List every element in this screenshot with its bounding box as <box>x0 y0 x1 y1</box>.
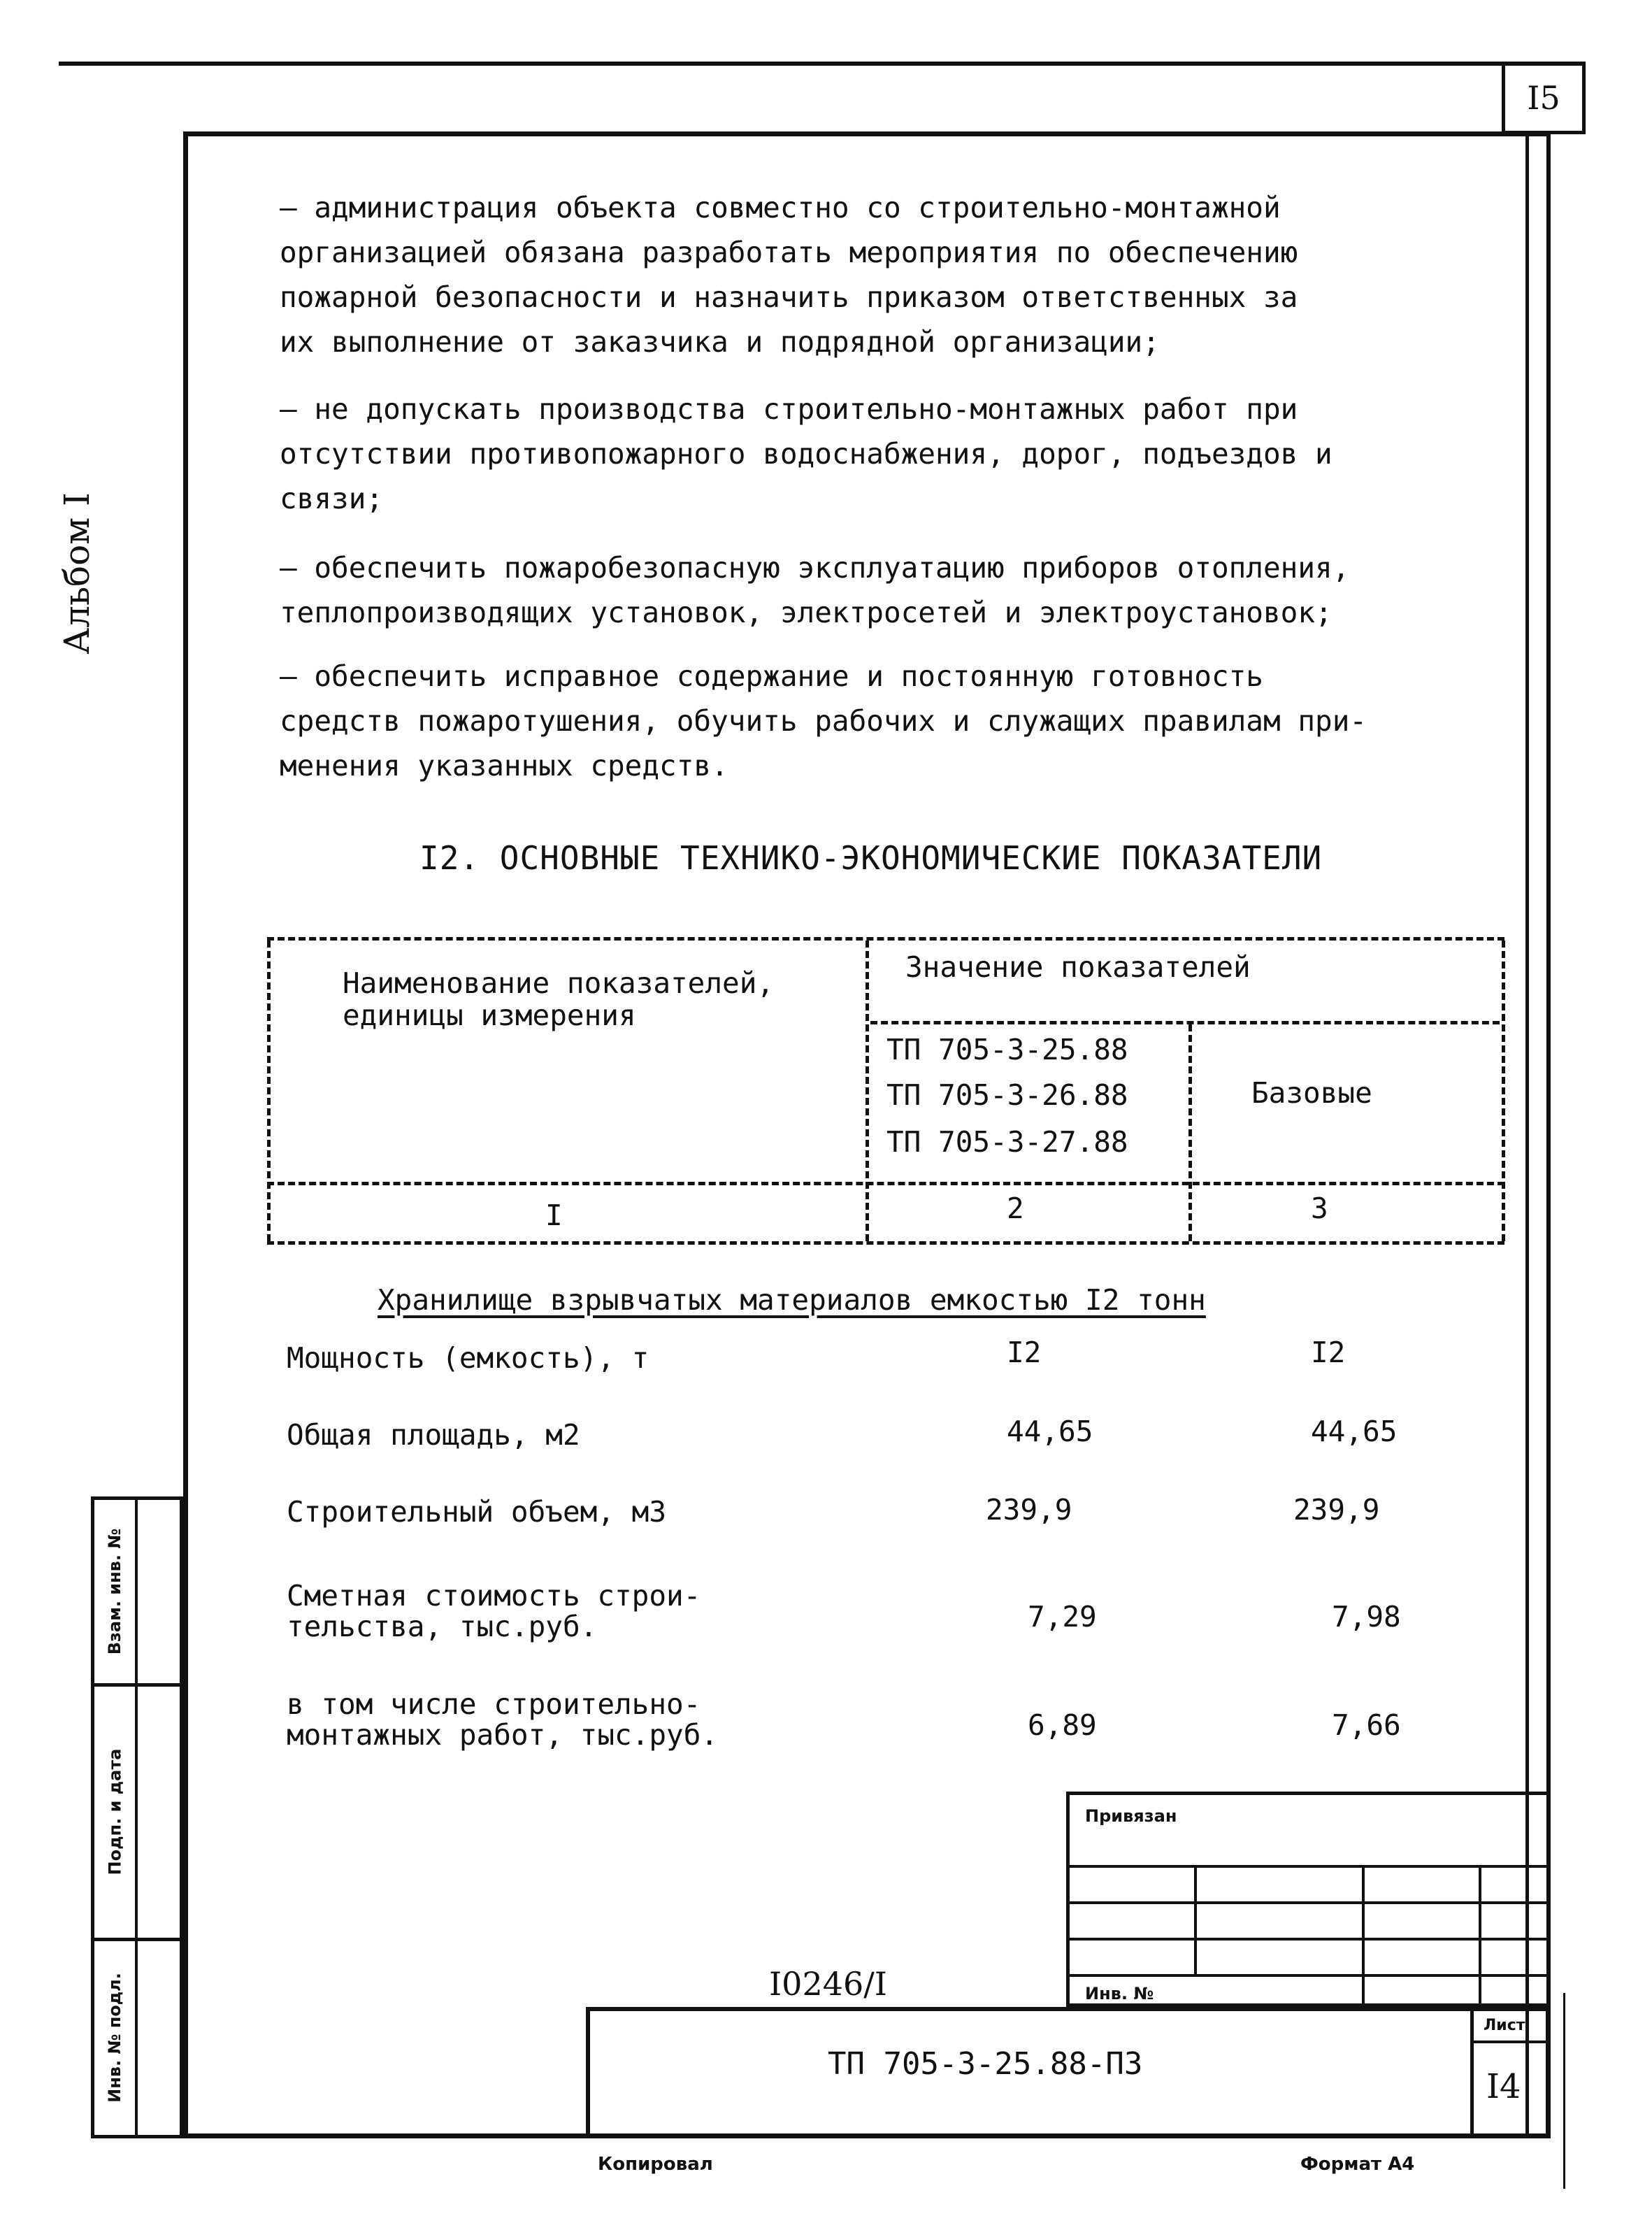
side-cell-signature: Подп. и дата <box>94 1686 138 1938</box>
row-label-capacity: Мощность (емкость), т <box>287 1341 649 1375</box>
row-project-area: 44,65 <box>1007 1415 1093 1448</box>
paragraph-1: – администрация объекта совместно со строительно-монтажной организацией обязана разработать мероприятия по обеспечению пожарной безопасности и назначить приказом ответственных за их выполнение от заказчика и подрядной организации; <box>280 191 1298 359</box>
table-header-rule <box>870 1021 1500 1024</box>
archive-number: I0246/I <box>769 1965 887 2003</box>
base-label: Базовые <box>1251 1076 1372 1110</box>
side-cell-replacement: Взам. инв. № <box>94 1500 138 1683</box>
header-value: Значение показателей <box>905 950 1251 984</box>
inventory-label: Инв. № <box>1085 1984 1154 2003</box>
side-cell-inventory: Инв. № подл. <box>94 1940 138 2135</box>
project-code-1: ТП 705-3-25.88 <box>886 1033 1128 1066</box>
sheet-separator <box>1474 2040 1546 2043</box>
document-code: ТП 705-3-25.88-ПЗ <box>828 2046 1143 2082</box>
row-label-area: Общая площадь, м2 <box>287 1418 580 1452</box>
binding-title: Привязан <box>1085 1806 1177 1826</box>
binding-col-2 <box>1362 1865 1365 2008</box>
row-label-cost: Сметная стоимость строи- тельства, тыс.руб. <box>287 1579 701 1643</box>
sheet-column <box>1470 2011 1546 2134</box>
project-code-2: ТП 705-3-26.88 <box>886 1078 1128 1112</box>
binding-row-1 <box>1070 1865 1546 1868</box>
row-base-installation: 7,66 <box>1332 1708 1401 1742</box>
row-label-volume: Строительный объем, м3 <box>287 1495 667 1529</box>
binding-row-4 <box>1070 1974 1546 1977</box>
title-block <box>586 2007 1550 2138</box>
binding-stamp <box>1066 1792 1550 2007</box>
album-label: Альбом I <box>57 492 97 655</box>
project-code-3: ТП 705-3-27.88 <box>886 1125 1128 1159</box>
binding-col-3 <box>1479 1865 1481 2008</box>
table-header-bottom-rule <box>267 1182 1504 1185</box>
sheet-label: Лист <box>1484 2017 1525 2034</box>
col-number-2: 2 <box>1007 1192 1024 1225</box>
table-bottom-rule <box>267 1241 1504 1245</box>
top-rule <box>59 62 1584 66</box>
binding-right-line <box>1563 1993 1565 2189</box>
table-subtitle: Хранилище взрывчатых материалов емкостью I2 тонн <box>378 1283 1206 1317</box>
paragraph-4: – обеспечить исправное содержание и постоянную готовность средств пожаротушения, обучить рабочих и служащих правилам при- менения указанных средств. <box>280 659 1367 782</box>
page-number: I5 <box>1502 62 1586 134</box>
header-name: Наименование показателей, единицы измерения <box>343 966 775 1032</box>
table-right-edge <box>1502 941 1505 1241</box>
row-base-volume: 239,9 <box>1293 1493 1380 1527</box>
table-left-edge <box>267 941 271 1241</box>
paragraph-2: – не допускать производства строительно-монтажных работ при отсутствии противопожарного водоснабжения, дорог, подъездов и связи; <box>280 392 1333 515</box>
binding-col-1 <box>1194 1865 1197 1974</box>
row-base-cost: 7,98 <box>1332 1600 1401 1634</box>
sheet-number: I4 <box>1486 2067 1521 2106</box>
section-title: I2. ОСНОВНЫЕ ТЕХНИКО-ЭКОНОМИЧЕСКИЕ ПОКАЗАТЕЛИ <box>419 839 1323 877</box>
row-project-cost: 7,29 <box>1028 1600 1097 1634</box>
col-number-1: I <box>545 1199 563 1232</box>
row-project-installation: 6,89 <box>1028 1708 1097 1742</box>
table-divider-2 <box>1188 1024 1192 1241</box>
binding-row-3 <box>1070 1938 1546 1940</box>
side-stamp <box>91 1496 183 2138</box>
row-base-area: 44,65 <box>1311 1415 1398 1448</box>
table-top-rule <box>267 937 1504 941</box>
copied-by-label: Копировал <box>598 2154 713 2175</box>
row-label-installation: в том числе строительно- монтажных работ, тыс.руб. <box>287 1687 719 1752</box>
format-label: Формат А4 <box>1300 2154 1415 2175</box>
binding-row-2 <box>1070 1901 1546 1904</box>
paragraph-3: – обеспечить пожаробезопасную эксплуатацию приборов отопления, теплопроизводящих установок, электросетей и электроустановок; <box>280 551 1350 629</box>
row-project-volume: 239,9 <box>986 1493 1072 1527</box>
table-divider-1 <box>865 941 869 1241</box>
row-base-capacity: I2 <box>1311 1336 1346 1369</box>
col-number-3: 3 <box>1311 1192 1328 1225</box>
row-project-capacity: I2 <box>1007 1336 1042 1369</box>
